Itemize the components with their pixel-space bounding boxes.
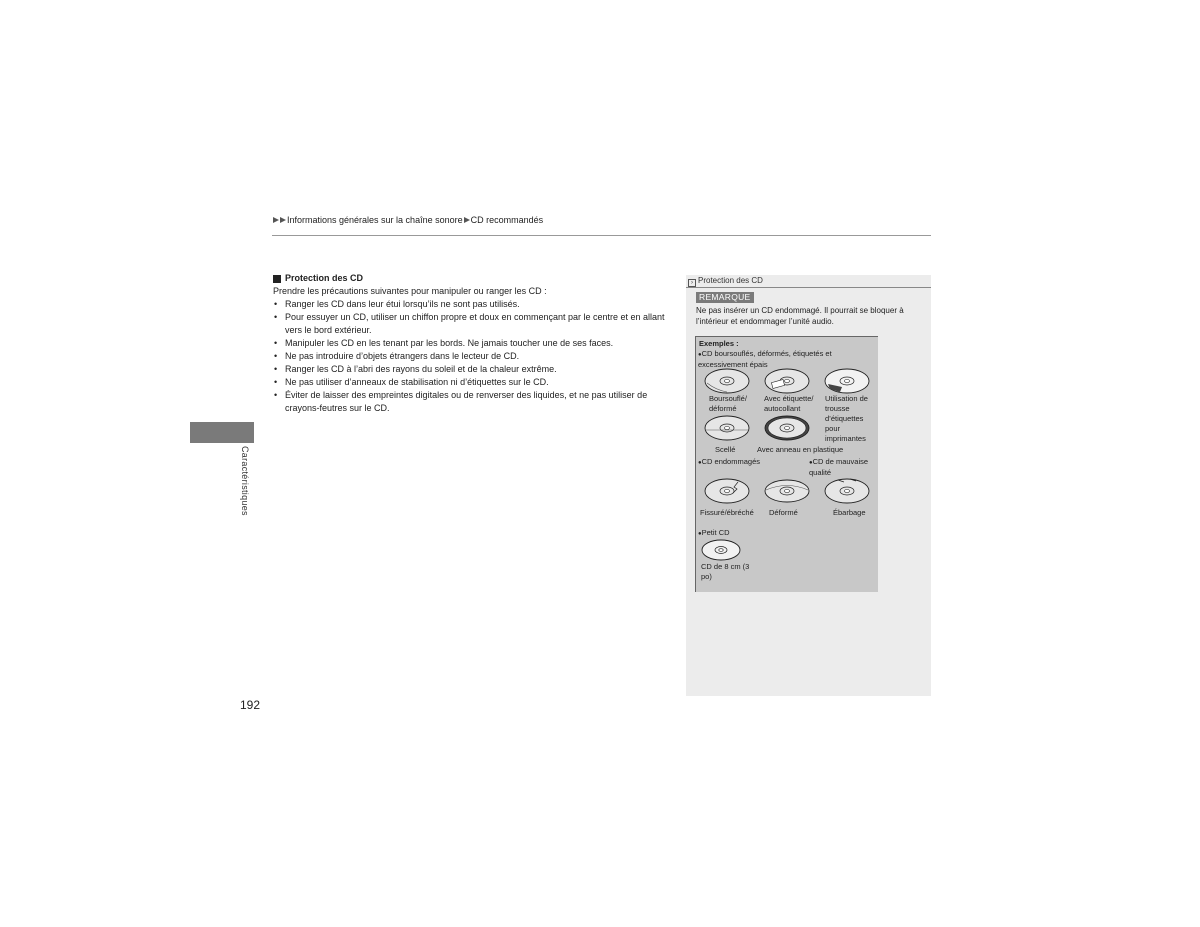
caption: Avec étiquette/ autocollant xyxy=(764,394,814,413)
small-cd-icon xyxy=(701,539,741,561)
intro-text: Prendre les précautions suivantes pour manipuler ou ranger les CD : xyxy=(273,286,547,296)
caption: CD de 8 cm (3 po) xyxy=(701,562,750,581)
warped-cd-icon xyxy=(704,368,750,394)
arrow-icon xyxy=(464,217,470,223)
label-kit-cd-icon xyxy=(824,368,870,394)
cracked-cd-icon xyxy=(704,477,750,505)
list-item: • Manipuler les CD en les tenant par les bords. Ne jamais toucher une de ses faces. xyxy=(273,337,673,350)
group-label: ● CD boursouflés, déformés, étiquetés et excessivement épais xyxy=(698,349,868,370)
list-item: • Ne pas introduire d’objets étrangers dans le lecteur de CD. xyxy=(273,350,673,363)
list-item: • Ranger les CD dans leur étui lorsqu’ils ne sont pas utilisés. xyxy=(273,298,673,311)
caption: Fissuré/ébréché xyxy=(700,508,754,517)
caption: Scellé xyxy=(715,445,736,454)
sidebar-panel xyxy=(686,275,931,696)
caption: Ébarbage xyxy=(833,508,866,517)
section-tab xyxy=(190,422,254,443)
labeled-cd-icon xyxy=(764,368,810,394)
arrow-icon xyxy=(273,217,279,223)
list-item: • Ne pas utiliser d’anneaux de stabilisation ni d’étiquettes sur le CD. xyxy=(273,376,673,389)
list-item: • Pour essuyer un CD, utiliser un chiffon propre et doux en commençant par le centre et en allant vers le bord extérieur. xyxy=(273,311,673,337)
caption: Boursouflé/ déformé xyxy=(709,394,747,413)
caption: Déformé xyxy=(769,508,798,517)
group-label: ● CD endommagés xyxy=(698,457,760,468)
arrow-icon xyxy=(280,217,286,223)
examples-title: Exemples : xyxy=(699,339,739,348)
sidebar-title: Protection des CD xyxy=(698,276,763,285)
main-content xyxy=(273,272,673,415)
breadcrumb-item[interactable]: Informations générales sur la chaîne sonore xyxy=(287,215,463,225)
deformed-cd-icon xyxy=(764,477,810,505)
note-badge: REMARQUE xyxy=(696,292,754,303)
breadcrumb-item[interactable]: CD recommandés xyxy=(470,215,544,225)
section-label: Caractéristiques xyxy=(240,446,250,516)
sealed-cd-icon xyxy=(704,414,750,442)
section-heading xyxy=(273,272,673,285)
precautions-list xyxy=(273,298,673,415)
list-item: • Éviter de laisser des empreintes digitales ou de renverser des liquides, et ne pas utiliser de crayons-feutres sur le CD. xyxy=(273,389,673,415)
caption: Utilisation de trousse d’étiquettes pour imprimantes xyxy=(825,394,868,443)
caption: Avec anneau en plastique xyxy=(757,445,844,454)
note-text: Ne pas insérer un CD endommagé. Il pourrait se bloquer à l’intérieur et endommager l’unité audio. xyxy=(696,306,904,326)
group-label: ● Petit CD xyxy=(698,528,730,539)
list-item: • Ranger les CD à l’abri des rayons du soleil et de la chaleur extrême. xyxy=(273,363,673,376)
section-title: Protection des CD xyxy=(285,273,364,283)
group-label: ● CD de mauvaise qualité xyxy=(809,457,877,478)
examples-box xyxy=(695,336,878,592)
sidebar-header xyxy=(686,275,931,288)
header-divider xyxy=(272,235,931,236)
square-bullet-icon xyxy=(273,275,281,283)
ringed-cd-icon xyxy=(764,414,810,442)
burr-cd-icon xyxy=(824,477,870,505)
breadcrumb xyxy=(273,215,543,225)
reference-arrow-icon: › xyxy=(688,279,696,287)
page-number: 192 xyxy=(240,698,261,712)
